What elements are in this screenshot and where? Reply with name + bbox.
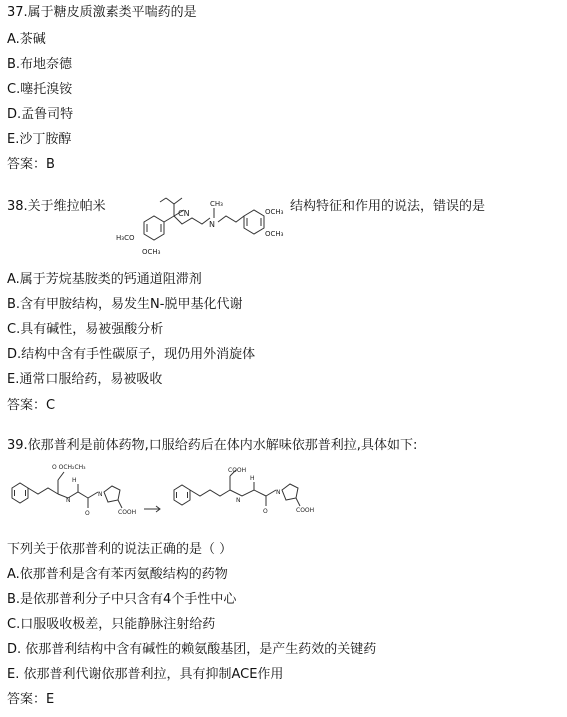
n-ring-left-label: N [98, 491, 103, 498]
n-ring-right-label: N [276, 489, 281, 496]
q38-option-e: E.通常口服给药，易被吸收 [7, 372, 163, 387]
enalapril-structure [6, 458, 166, 520]
q37-option-d: D.孟鲁司特 [7, 107, 74, 122]
q39-option-b: B.是依那普利分子中只含有4个手性中心 [7, 592, 237, 607]
nh-left-label: N [66, 497, 71, 504]
q39-stem: 39.依那普利是前体药物,口服给药后在体内水解味依那普利拉,具体如下: [7, 438, 418, 453]
cooh-left-label: COOH [118, 509, 137, 516]
cn-label: CN [178, 209, 190, 218]
q38-stem-after: 结构特征和作用的说法，错误的是 [290, 199, 486, 214]
q38-option-b: B.含有甲胺结构，易发生N-脱甲基化代谢 [7, 297, 243, 312]
cooh-right-label: COOH [296, 507, 315, 514]
q37-option-c: C.噻托溴铵 [7, 82, 73, 97]
q37-option-e: E.沙丁胺醇 [7, 132, 72, 147]
acid-label: COOH [228, 467, 247, 474]
q39-option-d: D. 依那普利结构中含有碱性的赖氨酸基团，是产生药效的关键药 [7, 642, 377, 657]
h-right-label: H [250, 475, 255, 482]
verapamil-structure [114, 192, 290, 260]
q37-option-b: B.布地奈德 [7, 57, 73, 72]
enalaprilat-structure [168, 452, 338, 518]
ester-label: O OCH₂CH₃ [52, 464, 86, 471]
q39-option-c: C.口服吸收极差，只能静脉注射给药 [7, 617, 216, 632]
ome-bottom-label: OCH₃ [265, 230, 284, 238]
q38-option-a: A.属于芳烷基胺类的钙通道阻滞剂 [7, 272, 202, 287]
q39-answer: 答案：E [7, 692, 55, 707]
o-left-label: O [85, 510, 90, 517]
ome-top-label: OCH₃ [265, 208, 284, 216]
ome-left-label: H₃CO [116, 234, 135, 242]
q37-stem: 37.属于糖皮质激素类平喘药的是 [7, 5, 197, 20]
n-label: N [209, 220, 215, 229]
ome-left-bottom-label: OCH₃ [142, 248, 161, 256]
nh-right-label: N [236, 497, 241, 504]
q38-answer: 答案：C [7, 398, 56, 413]
q37-answer: 答案：B [7, 157, 55, 172]
o-right-label: O [263, 508, 268, 515]
q39-question: 下列关于依那普利的说法正确的是（ ） [7, 542, 233, 557]
q37-option-a: A.茶碱 [7, 32, 46, 47]
h-left-label: H [72, 477, 77, 484]
q38-option-d: D.结构中含有手性碳原子，现仍用外消旋体 [7, 347, 256, 362]
methyl-label: CH₃ [210, 200, 223, 208]
q39-option-e: E. 依那普利代谢依那普利拉，具有抑制ACE作用 [7, 667, 284, 682]
q38-stem-before: 38.关于维拉帕米 [7, 199, 106, 214]
q39-option-a: A.依那普利是含有苯丙氨酸结构的药物 [7, 567, 228, 582]
q38-option-c: C.具有碱性，易被强酸分析 [7, 322, 164, 337]
